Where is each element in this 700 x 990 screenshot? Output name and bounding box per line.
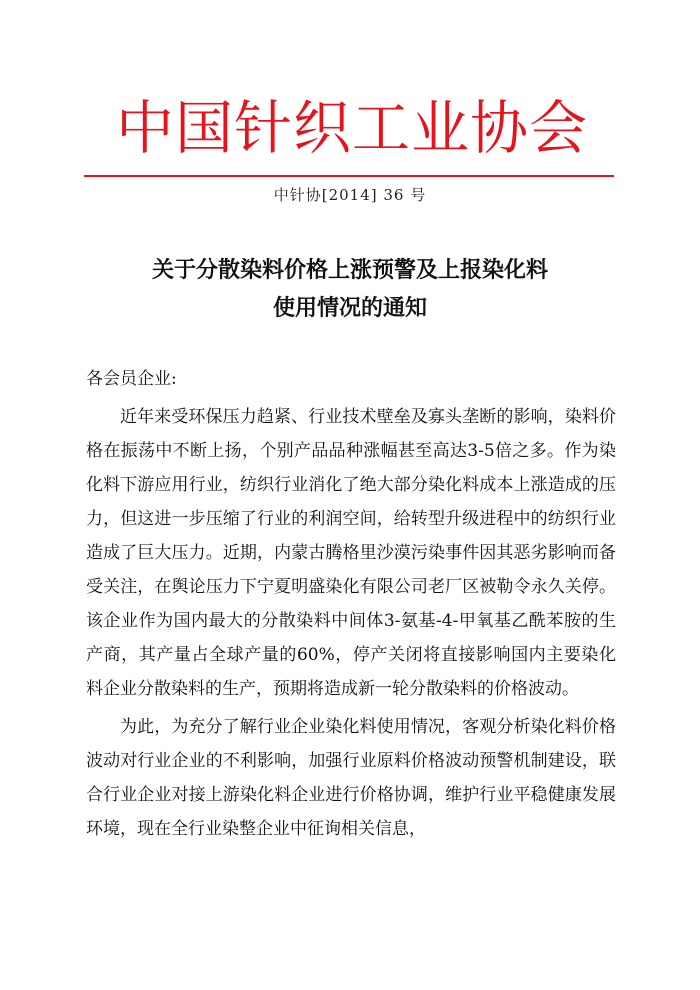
body-paragraph-2: 为此，为充分了解行业企业染化料使用情况，客观分析染化料价格波动对行业企业的不利影响，加强行业原料价格波动预警机制建设，联合行业企业对接上游染化料企业进行价格协调，维护行业平稳健康发展环境，现在全行业染整企业中征询相关信息， bbox=[86, 717, 616, 839]
document-number: 中针协[2014] 36 号 bbox=[273, 186, 427, 204]
title-line-2: 使用情况的通知 bbox=[272, 296, 427, 321]
letterhead-divider bbox=[84, 175, 614, 177]
organization-letterhead: 中国针织工业协会 bbox=[115, 94, 588, 162]
title-line-1: 关于分散染料价格上涨预警及上报染化料 bbox=[151, 258, 548, 283]
salutation: 各会员企业: bbox=[86, 369, 177, 389]
body-paragraph-1: 近年来受环保压力趋紧、行业技术壁垒及寡头垄断的影响，染料价格在振荡中不断上扬，个别产品品种涨幅甚至高达3-5倍之多。作为染化料下游应用行业，纺织行业消化了绝大部分染化料成本上涨造成的压力，但这进一步压缩了行业的利润空间，给转型升级进程中的纺织行业造成了巨大压力。近期，内蒙古腾格里沙漠污染事件因其恶劣影响而备受关注，在舆论压力下宁夏明盛染化有限公司老厂区被勒令永久关停。该企业作为国内最大的分散染料中间体3-氨基-4-甲氧基乙酰苯胺的生产商，其产量占全球产量的60%，停产关闭将直接影响国内主要染化料企业分散染料的生产，预期将造成新一轮分散染料的价格波动。 bbox=[86, 407, 616, 699]
document-body bbox=[86, 362, 616, 850]
document-title bbox=[0, 252, 700, 328]
